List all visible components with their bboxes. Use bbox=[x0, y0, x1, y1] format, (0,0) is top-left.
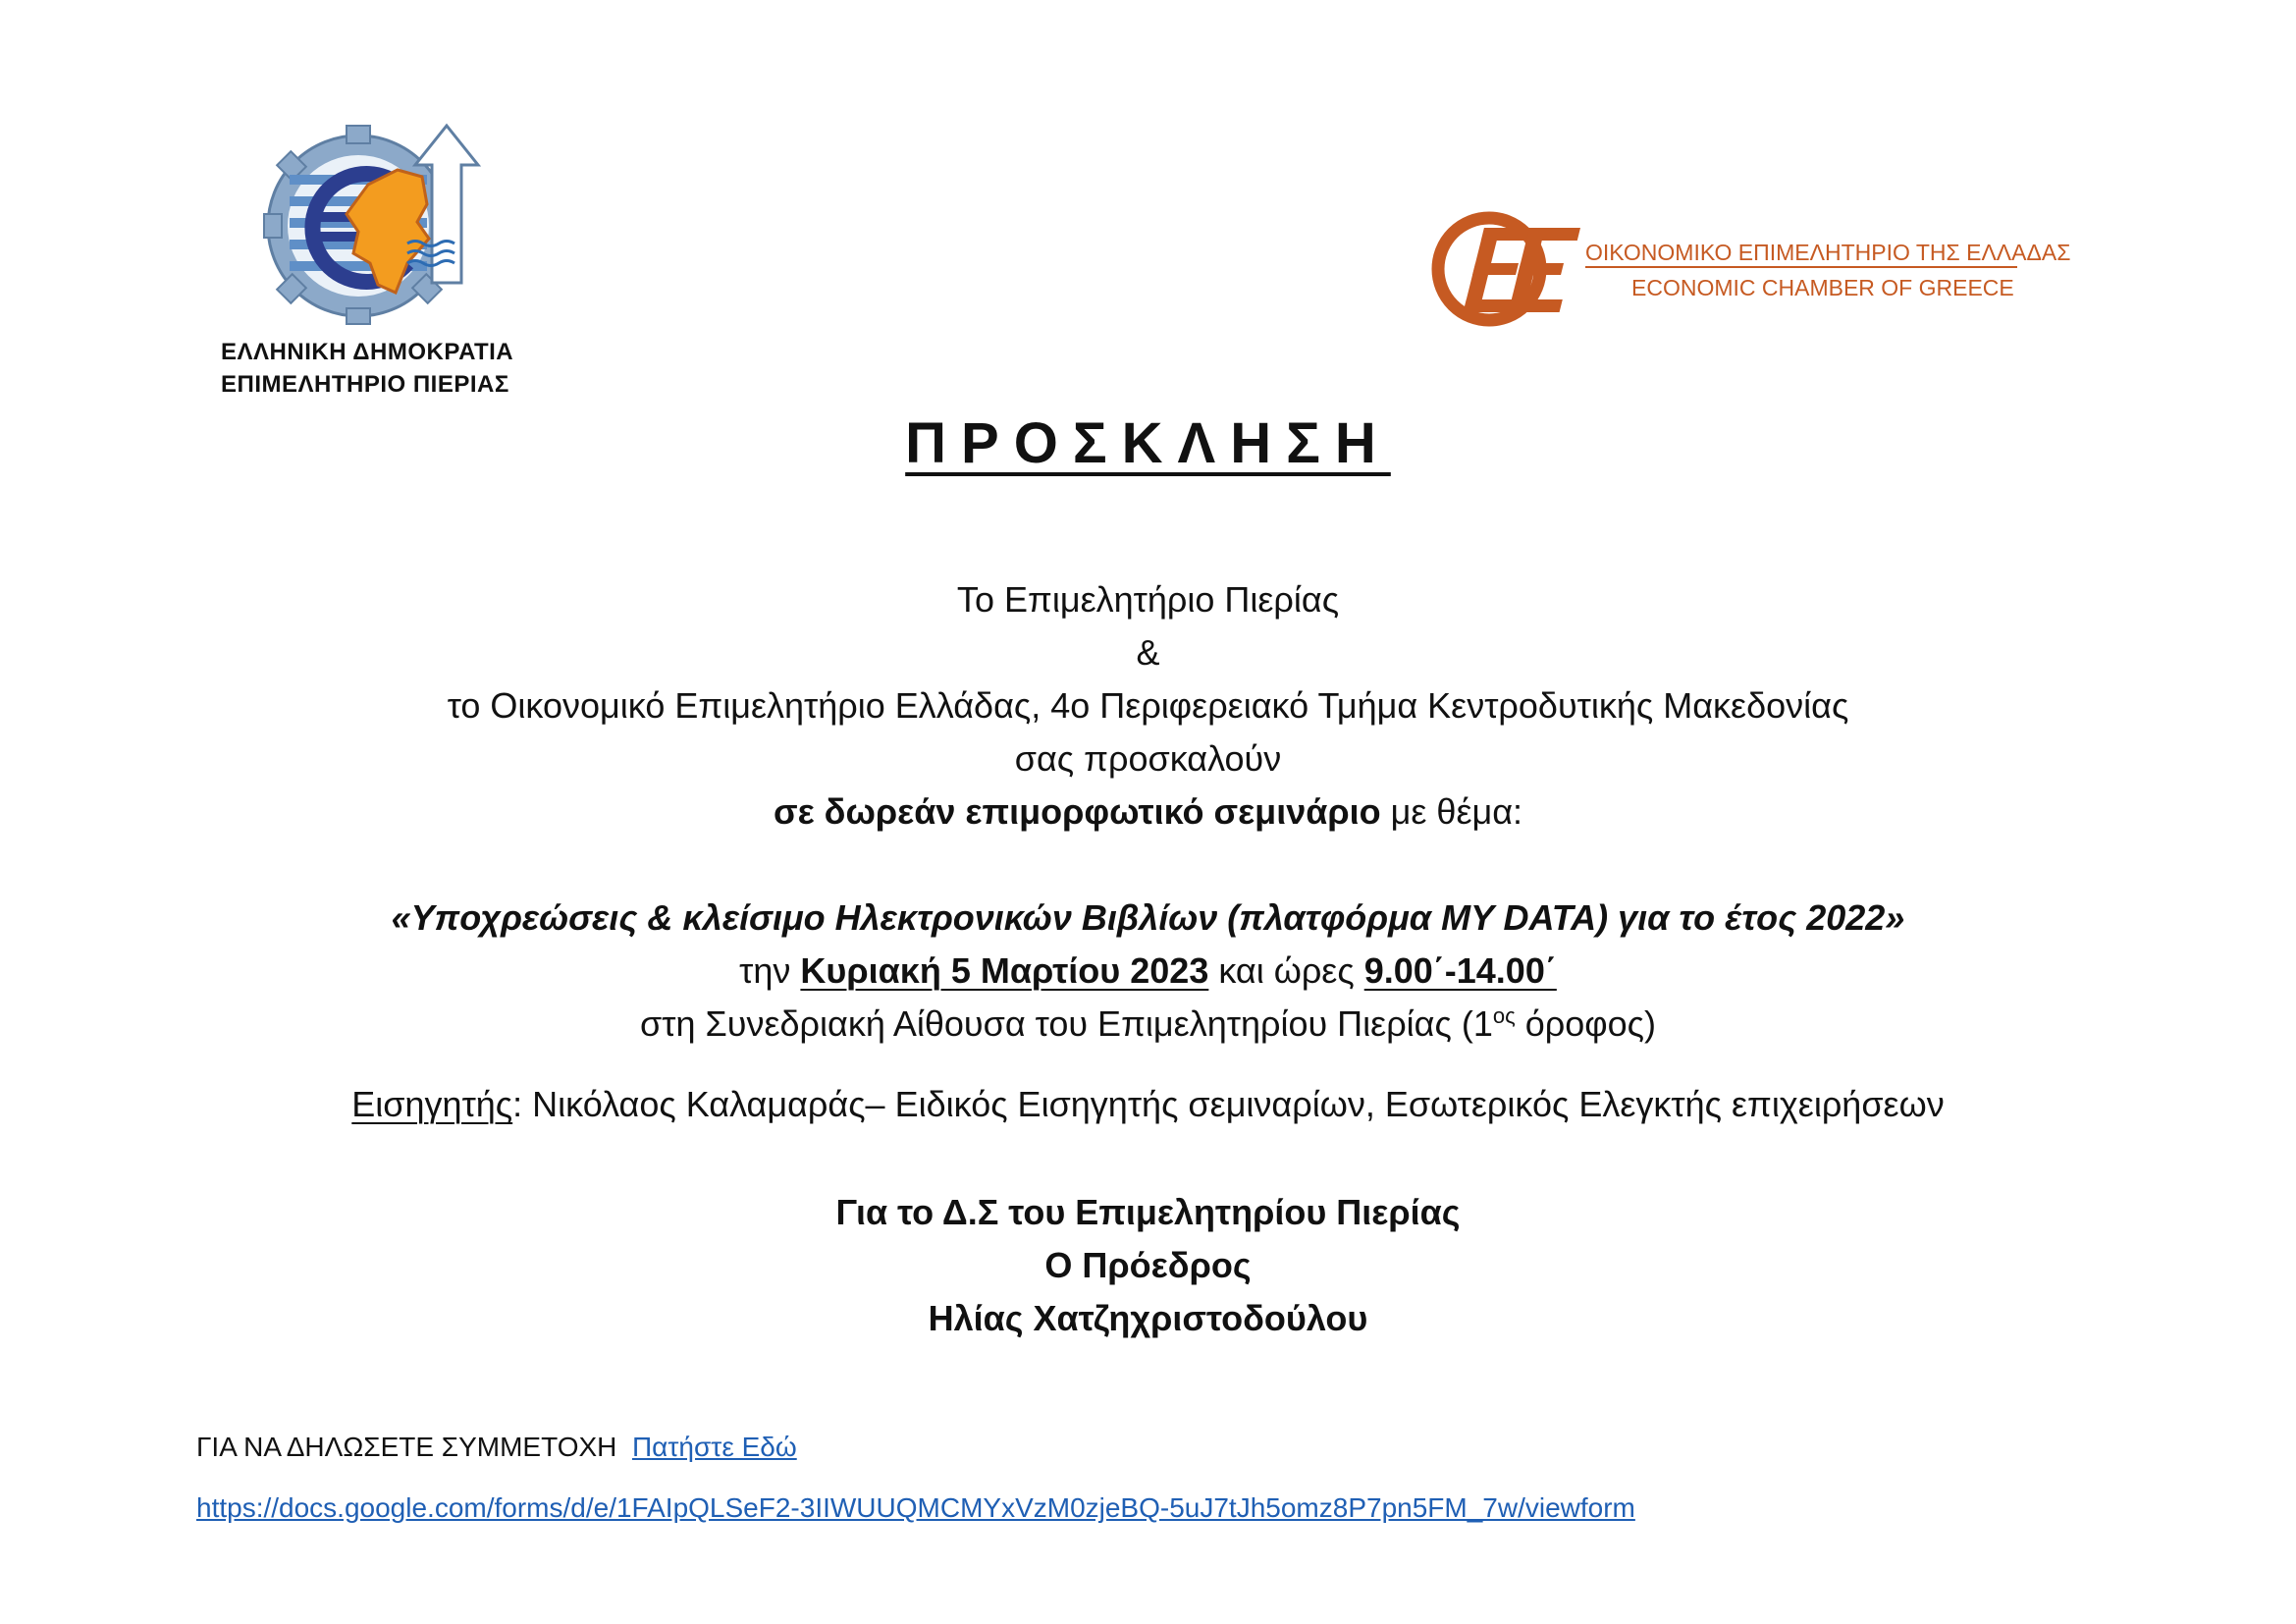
venue-prefix: στη Συνεδριακή Αίθουσα του Επιμελητηρίου Πιερίας (1 bbox=[640, 1003, 1493, 1044]
signature-title: Ο Πρόεδρος bbox=[1044, 1245, 1252, 1285]
seminar-topic: «Υποχρεώσεις & κλείσιμο Ηλεκτρονικών Βιβλίων (πλατφόρμα MY DATA) για το έτος 2022» bbox=[391, 897, 1905, 938]
seminar-intro-rest: με θέμα: bbox=[1380, 791, 1523, 832]
host-organization: Το Επιμελητήριο Πιερίας bbox=[956, 579, 1340, 620]
venue-suffix: όροφος) bbox=[1515, 1003, 1656, 1044]
oee-logo bbox=[1428, 208, 1585, 331]
ampersand: & bbox=[1136, 632, 1160, 673]
time-prefix: και ώρες bbox=[1208, 950, 1364, 991]
speaker-text: : Νικόλαος Καλαμαράς– Ειδικός Εισηγητής σεμιναρίων, Εσωτερικός Ελεγκτής επιχειρήσεων bbox=[512, 1084, 1945, 1124]
signature-board: Για το Δ.Σ του Επιμελητηρίου Πιερίας bbox=[835, 1192, 1461, 1232]
seminar-date: Κυριακή 5 Μαρτίου 2023 bbox=[800, 950, 1209, 991]
oee-name-english: ECONOMIC CHAMBER OF GREECE bbox=[1631, 275, 2014, 300]
invitation-verb: σας προσκαλούν bbox=[1014, 738, 1282, 779]
seminar-intro bbox=[0, 791, 2296, 833]
registration-line bbox=[196, 1432, 797, 1463]
co-host-organization: το Οικονομικό Επιμελητήριο Ελλάδας, 4ο Περιφερειακό Τμήμα Κεντροδυτικής Μακεδονίας bbox=[447, 685, 1849, 726]
speaker-line bbox=[0, 1084, 2296, 1125]
seminar-venue bbox=[0, 1003, 2296, 1045]
registration-form-url[interactable]: https://docs.google.com/forms/d/e/1FAIpQLSeF2-3IIWUUQMCMYxVzM0zjeBQ-5uJ7tJh5omz8P7pn5FM_7w/viewform bbox=[196, 1492, 1635, 1523]
speaker-label: Εισηγητής bbox=[351, 1084, 513, 1124]
left-caption-line2: ΕΠΙΜΕΛΗΤΗΡΙΟ ΠΙΕΡΙΑΣ bbox=[221, 371, 509, 398]
registration-text: ΓΙΑ ΝΑ ΔΗΛΩΣΕΤΕ ΣΥΜΜΕΤΟΧΗ bbox=[196, 1432, 617, 1462]
signature-name: Ηλίας Χατζηχριστοδούλου bbox=[928, 1298, 1368, 1338]
oee-name-greek: ΟΙΚΟΝΟΜΙΚΟ ΕΠΙΜΕΛΗΤΗΡΙΟ ΤΗΣ ΕΛΛΑΔΑΣ bbox=[1585, 240, 2071, 265]
oee-divider bbox=[1585, 266, 2017, 268]
seminar-datetime bbox=[0, 950, 2296, 992]
date-prefix: την bbox=[739, 950, 801, 991]
left-caption-line1: ΕΛΛΗΝΙΚΗ ΔΗΜΟΚΡΑΤΙΑ bbox=[221, 339, 514, 365]
registration-link[interactable]: Πατήστε Εδώ bbox=[631, 1432, 797, 1462]
seminar-intro-bold: σε δωρεάν επιμορφωτικό σεμινάριο bbox=[773, 791, 1381, 832]
page-title: ΠΡΟΣΚΛΗΣΗ bbox=[905, 411, 1391, 475]
venue-sup: ος bbox=[1492, 1003, 1516, 1028]
seminar-time: 9.00΄-14.00΄ bbox=[1363, 950, 1557, 991]
chamber-pierias-logo bbox=[260, 116, 486, 327]
